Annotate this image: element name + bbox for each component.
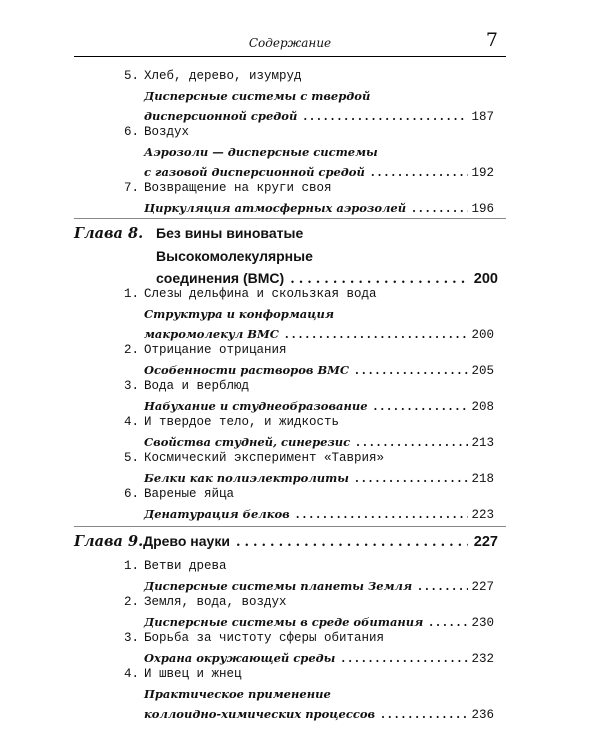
- toc-entry-9-4: [124, 664, 494, 725]
- chapter-page: 227: [473, 534, 498, 550]
- divider: [74, 526, 506, 527]
- divider: [74, 218, 506, 219]
- entry-title: Вареные яйца: [144, 487, 235, 501]
- toc-entry-9-1: [124, 556, 494, 597]
- entry-subtitle-cont: коллоидно-химических процессов: [144, 707, 376, 721]
- toc-entry-8-2: [124, 340, 494, 381]
- toc-entry-8-5: [124, 448, 494, 489]
- entry-number: 4.: [124, 415, 140, 429]
- toc-entry-9-2: [124, 592, 494, 633]
- entry-number: 4.: [124, 667, 140, 681]
- entry-number: 3.: [124, 631, 140, 645]
- running-title: Содержание: [248, 36, 332, 50]
- entry-title: Ветви древа: [144, 559, 227, 573]
- entry-number: 1.: [124, 287, 140, 301]
- page-header: [74, 28, 506, 54]
- entry-subtitle: Структура и конформация: [144, 307, 334, 321]
- chapter-label: Глава 8.: [74, 225, 144, 242]
- entry-page: 196: [471, 202, 494, 216]
- chapter-label: Глава 9.: [74, 533, 144, 550]
- page-number: 7: [485, 29, 498, 51]
- entry-number: 2.: [124, 343, 140, 357]
- entry-title: Возвращение на круги своя: [144, 181, 332, 195]
- entry-page: 223: [471, 508, 494, 522]
- entry-subtitle: Охрана окружающей среды: [144, 651, 336, 665]
- entry-subtitle: Белки как полиэлектролиты: [144, 471, 350, 485]
- chapter-title: Без вины виноватые: [156, 225, 304, 241]
- entry-subtitle-cont: макромолекул ВМС: [144, 327, 279, 341]
- entry-number: 5.: [124, 69, 140, 83]
- entry-page: 227: [471, 580, 494, 594]
- entry-subtitle: Особенности растворов ВМС: [144, 363, 350, 377]
- entry-page: 187: [471, 110, 494, 124]
- entry-number: 2.: [124, 595, 140, 609]
- entry-subtitle: Дисперсные системы с твердой: [144, 89, 371, 103]
- entry-number: 1.: [124, 559, 140, 573]
- entry-subtitle: Набухание и студнеобразование: [144, 399, 368, 413]
- entry-title: Воздух: [144, 125, 190, 139]
- entry-subtitle: Свойства студней, синерезис: [144, 435, 351, 449]
- entry-subtitle: Аэрозоли — дисперсные системы: [144, 145, 378, 159]
- entry-subtitle-cont: с газовой дисперсионной средой: [144, 165, 365, 179]
- toc-entry-8-6: [124, 484, 494, 525]
- entry-subtitle: Денатурация белков: [144, 507, 290, 521]
- entry-subtitle: Практическое применение: [144, 687, 331, 701]
- entry-page: 200: [471, 328, 494, 342]
- entry-title: Вода и верблюд: [144, 379, 250, 393]
- chapter-8: [74, 222, 498, 291]
- entry-page: 192: [471, 166, 494, 180]
- entry-title: Отрицание отрицания: [144, 343, 287, 357]
- entry-page: 205: [471, 364, 494, 378]
- entry-subtitle: Дисперсные системы в среде обитания: [144, 615, 424, 629]
- entry-subtitle: Циркуляция атмосферных аэрозолей: [144, 201, 407, 215]
- entry-subtitle: Дисперсные системы планеты Земля: [144, 579, 413, 593]
- header-rule: [74, 56, 506, 57]
- entry-number: 7.: [124, 181, 140, 195]
- toc-entry-8-1: [124, 284, 494, 345]
- toc-entry-8-3: [124, 376, 494, 417]
- toc-entry-9-3: [124, 628, 494, 669]
- chapter-page: 200: [473, 271, 498, 287]
- entry-title: Космический эксперимент «Таврия»: [144, 451, 385, 465]
- toc-entry-8-4: [124, 412, 494, 453]
- entry-number: 6.: [124, 125, 140, 139]
- entry-number: 6.: [124, 487, 140, 501]
- entry-page: 232: [471, 652, 494, 666]
- chapter-subtitle: Высокомолекулярные: [156, 248, 313, 264]
- entry-page: 236: [471, 708, 494, 722]
- entry-title: Хлеб, дерево, изумруд: [144, 69, 302, 83]
- entry-page: 213: [471, 436, 494, 450]
- entry-page: 208: [471, 400, 494, 414]
- entry-title: И твердое тело, и жидкость: [144, 415, 340, 429]
- entry-title: Борьба за чистоту сферы обитания: [144, 631, 385, 645]
- entry-title: Земля, вода, воздух: [144, 595, 287, 609]
- toc-entry-7: [124, 178, 494, 219]
- chapter-subtitle-cont: соединения (ВМС): [156, 270, 285, 286]
- entry-number: 5.: [124, 451, 140, 465]
- entry-subtitle-cont: дисперсионной средой: [144, 109, 298, 123]
- entry-number: 3.: [124, 379, 140, 393]
- toc-entry-5: [124, 66, 494, 127]
- entry-title: Слезы дельфина и скользкая вода: [144, 287, 377, 301]
- entry-page: 218: [471, 472, 494, 486]
- chapter-9: [74, 530, 498, 554]
- entry-page: 230: [471, 616, 494, 630]
- chapter-title: Древо науки: [143, 533, 230, 549]
- toc-entry-6: [124, 122, 494, 183]
- entry-title: И швец и жнец: [144, 667, 242, 681]
